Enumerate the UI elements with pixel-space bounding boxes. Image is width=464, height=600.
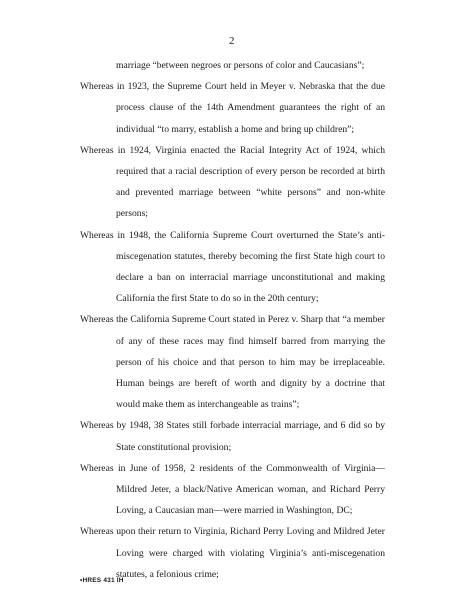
whereas-clause-meyer: Whereas in 1923, the Supreme Court held in Meyer v. Nebraska that the due process clause of the 14th Amendment guarantees the right of an individual “to marry, establish a home and bring up children”; (80, 81, 385, 135)
whereas-clause-racial-integrity-act: Whereas in 1924, Virginia enacted the Racial Integrity Act of 1924, which required that a racial description of every person be recorded at birth and prevented marriage between “white persons” and non-white persons; (80, 144, 385, 220)
document-footer: •HRES 431 IH (80, 577, 124, 584)
resolution-body (80, 55, 385, 585)
whereas-clause-perez: Whereas the California Supreme Court stated in Perez v. Sharp that “a member of any of these races may find himself barred from marrying the person of his choice and that person to him may be irreplaceable. Human beings are bereft of worth and dignity by a doctrine that would make them as interchangeable as trains”; (80, 314, 385, 411)
whereas-clause-38-states: Whereas by 1948, 38 States still forbade interracial marriage, and 6 did so by State constitutional provision; (80, 420, 385, 453)
whereas-clause-charged: Whereas upon their return to Virginia, Richard Perry Loving and Mildred Jeter Loving were charged with violating Virginia’s anti-miscegenation statutes, a felonious crime; (80, 526, 385, 580)
whereas-clause-california-1948: Whereas in 1948, the California Supreme Court overturned the State’s anti-miscegenation statutes, thereby becoming the first State high court to declare a ban on interracial marriage unconstitutional and making California the first State to do so in the 20th century; (80, 229, 385, 305)
continued-clause: marriage “between negroes or persons of color and Caucasians”; (116, 60, 365, 71)
page-number: 2 (229, 35, 235, 47)
whereas-clause-1958-marriage: Whereas in June of 1958, 2 residents of the Commonwealth of Virginia—Mildred Jeter, a black/Native American woman, and Richard Perry Loving, a Caucasian man—were married in Washington, DC; (80, 462, 385, 517)
